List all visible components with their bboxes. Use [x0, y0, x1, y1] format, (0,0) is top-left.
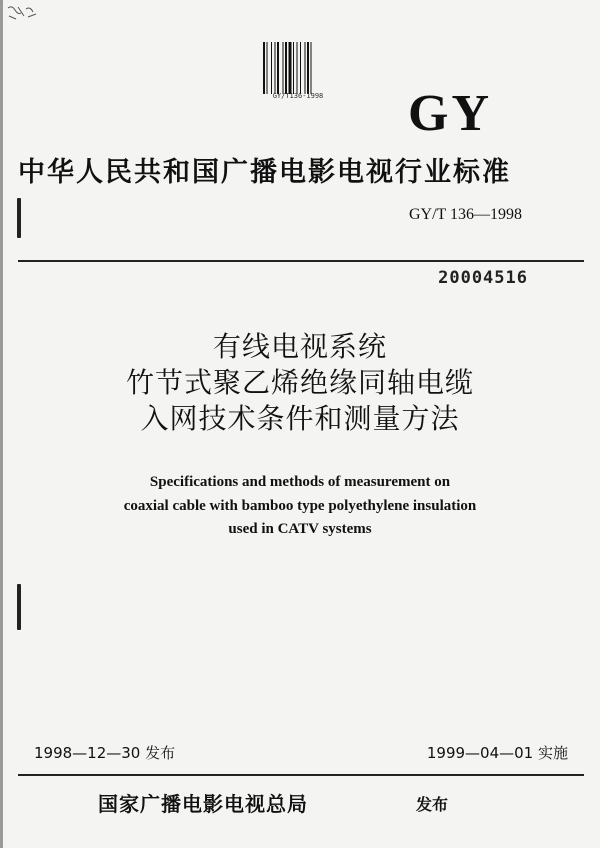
chinese-title-line: 有线电视系统	[212, 330, 387, 363]
scan-mark-icon	[6, 4, 40, 22]
national-standard-title: 中华人民共和国广播电影电视行业标准	[18, 157, 511, 188]
chinese-title-line: 入网技术条件和测量方法	[140, 402, 460, 435]
chinese-title-line: 竹节式聚乙烯绝缘同轴电缆	[125, 366, 474, 399]
implement-date: 1999—04—01 实施	[426, 744, 568, 762]
gy-logo: GY	[408, 85, 492, 142]
binder-hole-mark	[17, 198, 21, 238]
english-title-line: coaxial cable with bamboo type polyethylene insulation	[123, 498, 477, 514]
binder-hole-mark	[17, 584, 21, 630]
barcode-caption: GY/T136-1998	[272, 92, 324, 100]
issue-date: 1998—12—30 发布	[34, 744, 176, 762]
english-title-line: used in CATV systems	[228, 521, 372, 537]
barcode	[262, 42, 334, 94]
footer-divider	[18, 774, 584, 776]
standard-code: GY/T 136—1998	[408, 206, 522, 223]
publisher-name: 国家广播电影电视总局	[98, 792, 308, 816]
header-divider	[18, 260, 584, 262]
publish-label: 发布	[416, 795, 449, 814]
english-title-line: Specifications and methods of measurement on	[149, 474, 451, 490]
stamp-number: 20004516	[438, 268, 528, 288]
